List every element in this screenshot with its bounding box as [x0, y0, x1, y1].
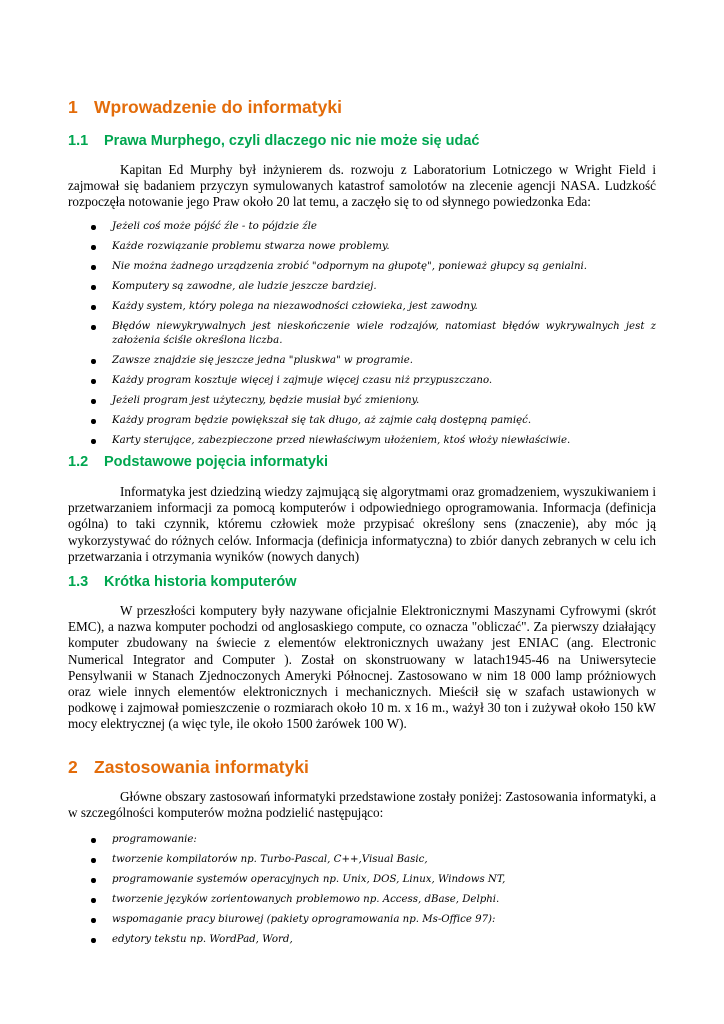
list-item: Każdy system, który polega na niezawodności człowieka, jest zawodny. — [68, 300, 656, 314]
list-item: Jeżeli program jest użyteczny, będzie musiał być zmieniony. — [68, 394, 656, 408]
list-item: Każde rozwiązanie problemu stwarza nowe problemy. — [68, 240, 656, 254]
list-item: tworzenie kompilatorów np. Turbo-Pascal, C++,Visual Basic, — [68, 853, 656, 867]
section-2-paragraph: Główne obszary zastosowań informatyki przedstawione zostały poniżej: Zastosowania informatyki, a w szczególności komputerów można podzielić następująco: — [68, 789, 656, 821]
section-2-title: Zastosowania informatyki — [94, 757, 309, 777]
section-2-number: 2 — [68, 757, 78, 777]
list-item: Zawsze znajdzie się jeszcze jedna "pluskwa" w programie. — [68, 354, 656, 368]
section-1-heading — [68, 97, 342, 118]
list-item: programowanie systemów operacyjnych np. Unix, DOS, Linux, Windows NT, — [68, 873, 656, 887]
section-2-heading — [68, 757, 309, 778]
list-item: Karty sterujące, zabezpieczone przed niewłaściwym ułożeniem, ktoś włoży niewłaściwie. — [68, 434, 656, 448]
section-1-3-title: Krótka historia komputerów — [104, 574, 297, 590]
section-1-2-paragraph: Informatyka jest dziedziną wiedzy zajmującą się algorytmami oraz gromadzeniem, wyszukiwaniem i przetwarzaniem informacji za pomocą komputerów i odpowiedniego oprogramowania. Informacja (definicja ogólna) to taki czynnik, któremu człowiek może przypisać określony sens (znaczenie), aby móc ją wykorzystywać do różnych celów. Informacja (definicja informatyczna) to zbiór danych zebranych w celu ich przetwarzania i otrzymania wyników (nowych danych) — [68, 484, 656, 564]
section-1-2-heading — [68, 454, 328, 470]
section-1-number: 1 — [68, 97, 78, 117]
list-item: edytory tekstu np. WordPad, Word, — [68, 933, 656, 947]
list-item: Nie można żadnego urządzenia zrobić "odpornym na głupotę", ponieważ głupcy są genialni. — [68, 260, 656, 274]
section-1-2-number: 1.2 — [68, 454, 89, 470]
section-1-3-heading — [68, 574, 297, 590]
list-item: Każdy program kosztuje więcej i zajmuje więcej czasu niż przypuszczano. — [68, 374, 656, 388]
section-1-title: Wprowadzenie do informatyki — [94, 97, 342, 117]
list-item: Każdy program będzie powiększał się tak długo, aż zajmie całą dostępną pamięć. — [68, 414, 656, 428]
list-item: Jeżeli coś może pójść źle - to pójdzie źle — [68, 220, 656, 234]
list-item: wspomaganie pracy biurowej (pakiety oprogramowania np. Ms-Office 97): — [68, 913, 656, 927]
list-item: programowanie: — [68, 833, 656, 847]
list-item: Komputery są zawodne, ale ludzie jeszcze bardziej. — [68, 280, 656, 294]
section-1-1-title: Prawa Murphego, czyli dlaczego nic nie może się udać — [104, 133, 480, 149]
section-1-1-heading — [68, 133, 480, 149]
list-item: tworzenie języków zorientowanych problemowo np. Access, dBase, Delphi. — [68, 893, 656, 907]
section-1-3-number: 1.3 — [68, 574, 89, 590]
murphy-laws-list — [68, 220, 656, 448]
applications-list — [68, 833, 656, 947]
section-1-1-paragraph: Kapitan Ed Murphy był inżynierem ds. rozwoju z Laboratorium Lotniczego w Wright Field i zajmował się badaniem przyczyn symulowanych katastrof samolotów na zlecenie agencji NASA. Ludzkość rozpoczęła notowanie jego Praw około 20 lat temu, a zaczęło się to od słynnego powiedzonka Eda: — [68, 162, 656, 210]
section-1-3-paragraph: W przeszłości komputery były nazywane oficjalnie Elektronicznymi Maszynami Cyfrowymi (skrót EMC), a nazwa komputer pochodzi od anglosaskiego compute, co oznacza "obliczać". Za pierwszy działający komputer zbudowany na świecie z elementów elektronicznych uważany jest ENIAC (ang. Electronic Numerical Integrator and Computer ). Został on skonstruowany w latach1945-46 na Uniwersytecie Pensylwanii w Stanach Zjednoczonych Ameryki Północnej. Zastosowano w nim 18 000 lamp próżniowych oraz wiele innych elementów elektronicznych i mechanicznych. Mieścił się w szafach ustawionych w podkowę i zajmował pomieszczenie o rozmiarach około 10 m. x 16 m., ważył 30 ton i zużywał około 150 kW mocy elektrycznej (a więc tyle, ile około 1500 żarówek 100 W). — [68, 603, 656, 732]
list-item: Błędów niewykrywalnych jest nieskończenie wiele rodzajów, natomiast błędów wykrywalnych jest z założenia ściśle określona liczba. — [68, 320, 656, 348]
section-1-2-title: Podstawowe pojęcia informatyki — [104, 454, 328, 470]
section-1-1-number: 1.1 — [68, 133, 89, 149]
